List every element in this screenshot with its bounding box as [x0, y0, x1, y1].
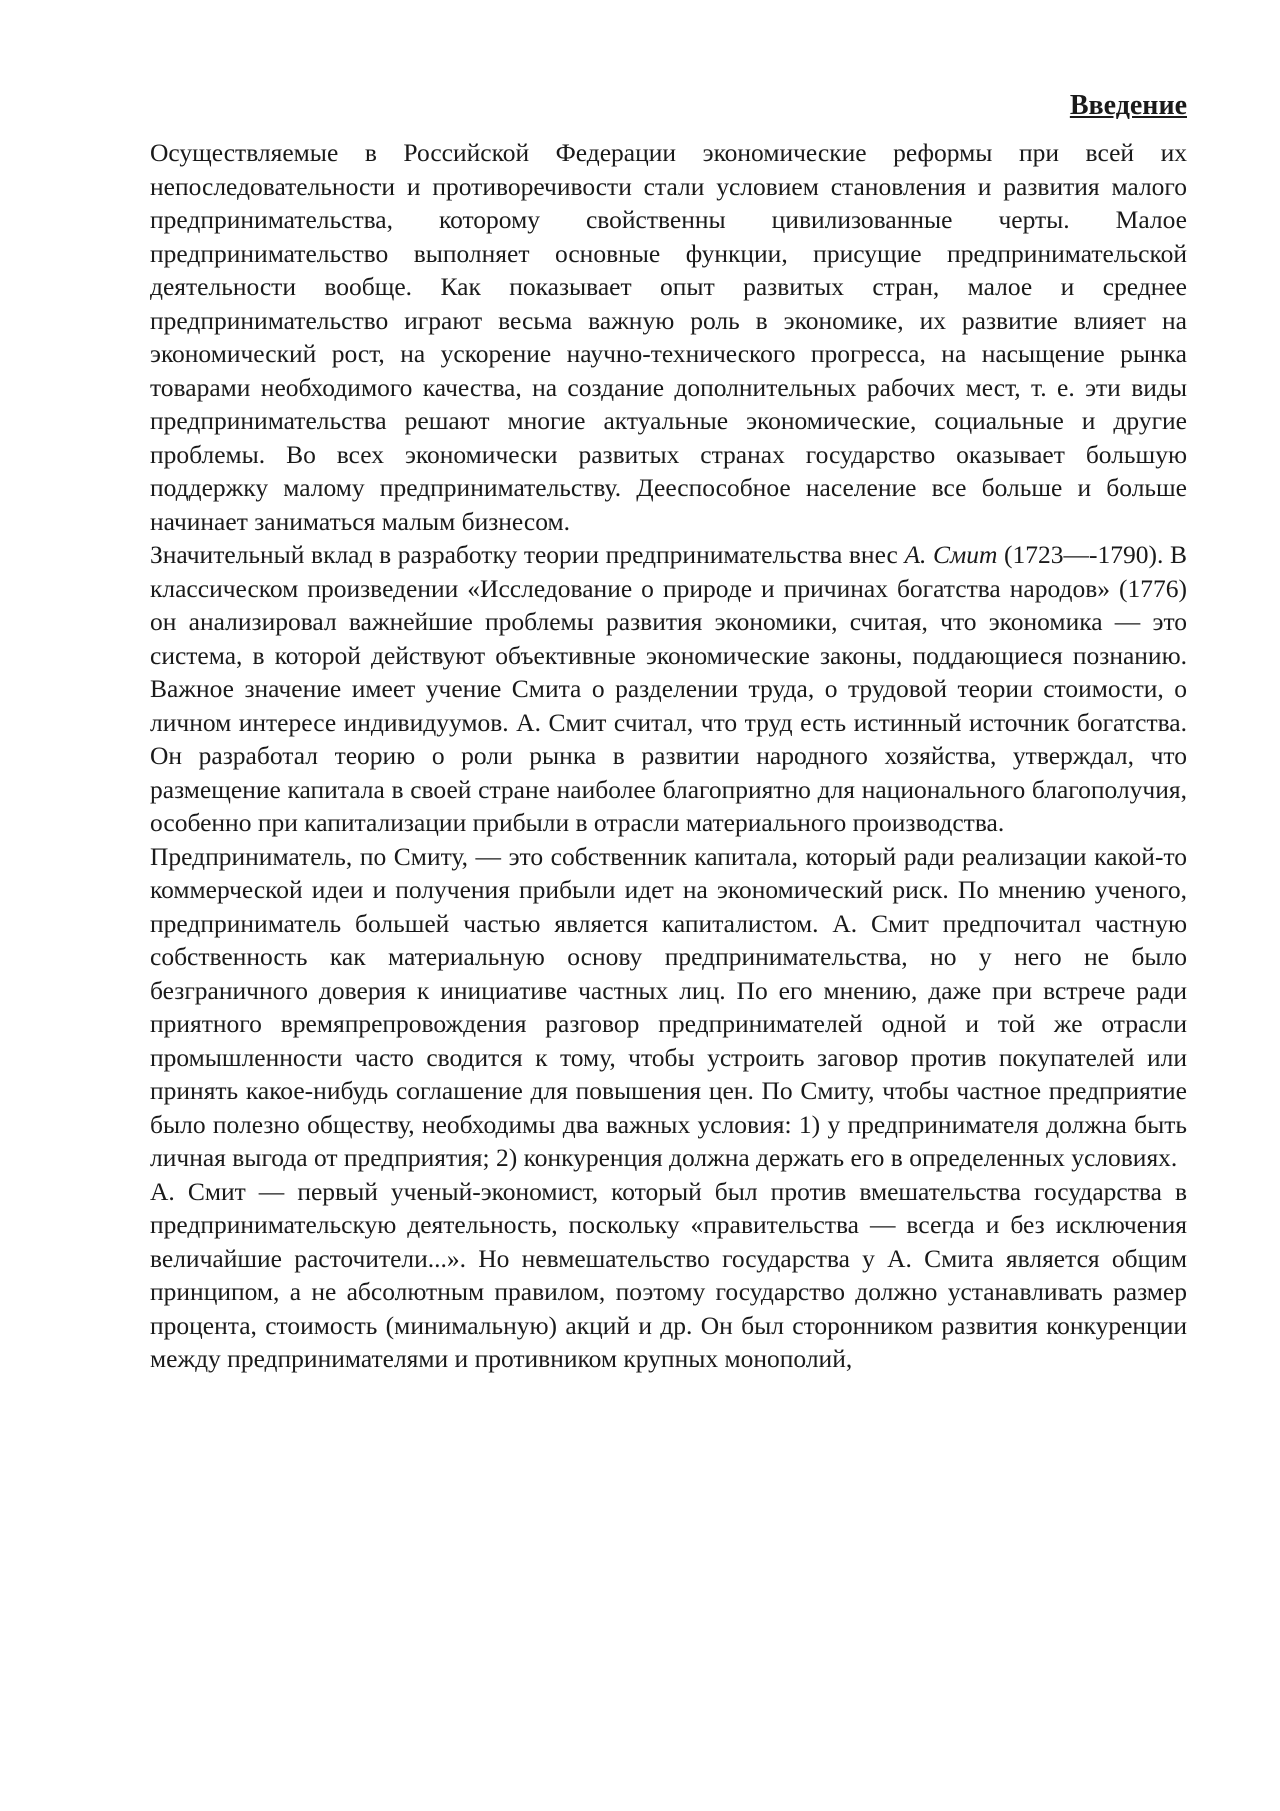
paragraph-4: А. Смит — первый ученый-экономист, который был против вмешательства государства в предпринимательскую деятельность, поскольку «правительства — всегда и без исключения величайшие расточители...». Но невмешательство государства у А. Смита является общим принципом, а не абсолютным правилом, поэтому государство должно устанавливать размер процента, стоимость (минимальную) акций и др. Он был сторонником развития конкуренции между предпринимателями и противником крупных монополий, — [150, 1176, 1187, 1373]
paragraph-2-text-after: (1723—-1790). В классическом произведении «Исследование о природе и причинах богатства народов» (1776) он анализировал важнейшие проблемы развития экономики, считая, что экономика — это система, в которой действуют объективные экономические законы, поддающиеся познанию. Важное значение имеет учение Смита о разделении труда, о трудовой теории стоимости, о личном интересе индивидуумов. А. Смит считал, что труд есть истинный источник богатства. Он разработал теорию о роли рынка в развитии народного хозяйства, утверждал, что размещение капитала в своей стране наиболее благоприятно для национального благополучия, особенно при капитализации прибыли в отрасли материального производства. — [150, 540, 1188, 837]
document-page — [150, 88, 1187, 1376]
paragraph-2 — [150, 538, 1187, 840]
page-title: Введение — [1069, 90, 1187, 121]
paragraph-3: Предприниматель, по Смиту, — это собственник капитала, который ради реализации какой-то коммерческой идеи и получения прибыли идет на экономический риск. По мнению ученого, предприниматель большей частью является капиталистом. А. Смит предпочитал частную собственность как материальную основу предпринимательства, но у него не было безграничного доверия к инициативе частных лиц. По его мнению, даже при встрече ради приятного времяпрепровождения разговор предпринимателей одной и той же отрасли промышленности часто сводится к тому, чтобы устроить заговор против покупателей или принять какое-нибудь соглашение для повышения цен. По Смиту, чтобы частное предприятие было полезно обществу, необходимы два важных условия: 1) у предпринимателя должна быть личная выгода от предприятия; 2) конкуренция должна держать его в определенных условиях. — [150, 841, 1187, 1172]
paragraph-1: Осуществляемые в Российской Федерации экономические реформы при всей их непоследовательности и противоречивости стали условием становления и развития малого предпринимательства, которому свойственны цивилизованные черты. Малое предпринимательство выполняет основные функции, присущие предпринимательской деятельности вообще. Как показывает опыт развитых стран, малое и среднее предпринимательство играют весьма важную роль в экономике, их развитие влияет на экономический рост, на ускорение научно-технического прогресса, на насыщение рынка товарами необходимого качества, на создание дополнительных рабочих мест, т. е. эти виды предпринимательства решают многие актуальные экономические, социальные и другие проблемы. Во всех экономически развитых странах государство оказывает большую поддержку малому предпринимательству. Дееспособное население все больше и больше начинает заниматься малым бизнесом. — [150, 138, 1187, 536]
paragraph-2-text-before: Значительный вклад в разработку теории предпринимательства внес — [150, 540, 905, 569]
author-name: А. Смит — [904, 540, 998, 569]
